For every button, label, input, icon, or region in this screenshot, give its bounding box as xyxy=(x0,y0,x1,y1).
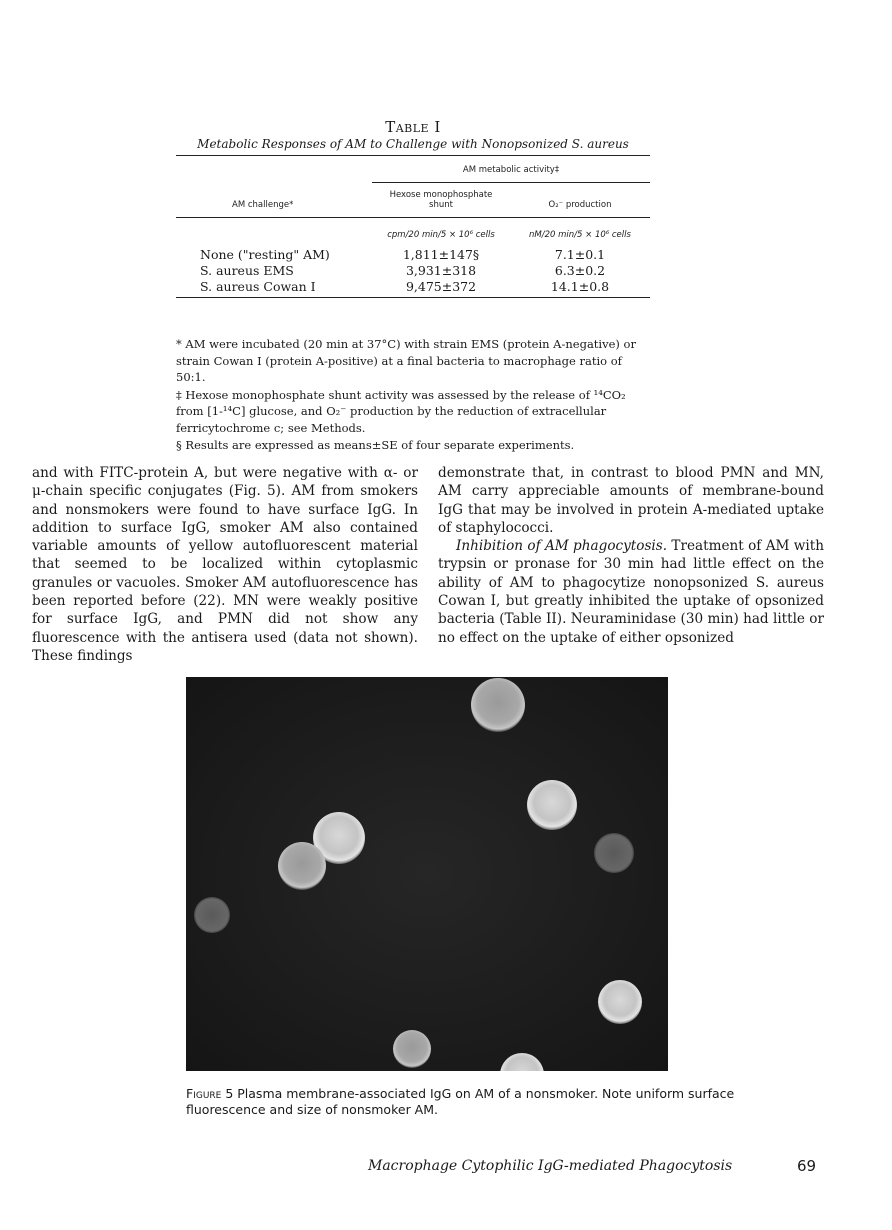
table-row: None ("resting" AM) 1,811±147§ 7.1±0.1 xyxy=(200,247,606,262)
figure-caption xyxy=(186,1086,746,1118)
cell xyxy=(471,678,525,732)
metabolic-table xyxy=(176,155,650,298)
page-number: 69 xyxy=(797,1157,817,1175)
cell xyxy=(194,897,230,933)
table-row: S. aureus Cowan I 9,475±372 14.1±0.8 xyxy=(200,279,610,294)
running-title: Macrophage Cytophilic IgG-mediated Phagocytosis xyxy=(368,1158,733,1174)
figure-label: Figure 5 xyxy=(186,1086,234,1101)
col-header-challenge: AM challenge* xyxy=(232,200,294,210)
table-footnotes xyxy=(176,336,650,455)
body-column-left xyxy=(32,464,418,665)
body-column-right xyxy=(438,464,824,647)
table-1 xyxy=(176,118,650,298)
group-header: AM metabolic activity‡ xyxy=(372,156,650,183)
paragraph: and with FITC-protein A, but were negative with α- or μ-chain specific conjugates (Fig. 5). AM from smokers and nonsmokers were found to have surface IgG. In addition to surface IgG, smoker AM also contained variable amounts of yellow autofluorescent material that seemed to be localized within cytoplasmic granules or vacuoles. Smoker AM autofluorescence has been reported before (22). MN were weakly positive for surface IgG, and PMN did not show any fluorescence with the antisera used (data not shown). These findings xyxy=(32,465,418,664)
section-heading: Inhibition of AM phagocytosis. xyxy=(456,538,668,555)
table-row: S. aureus EMS 3,931±318 6.3±0.2 xyxy=(200,263,606,278)
paragraph: Inhibition of AM phagocytosis. Treatment of AM with trypsin or pronase for 30 min had little effect on the ability of AM to phagocytize nonopsonized S. aureus Cowan I, but greatly inhibited the uptake of opsonized bacteria (Table II). Neuraminidase (30 min) had little or no effect on the uptake of either opsonized xyxy=(438,538,824,646)
col-header-o2: O₂⁻ production xyxy=(548,200,612,210)
cell xyxy=(594,833,634,873)
footnote: § Results are expressed as means±SE of four separate experiments. xyxy=(176,438,575,452)
micrograph-image xyxy=(186,677,668,1071)
footnote: * AM were incubated (20 min at 37°C) with strain EMS (protein A-negative) or strain Cowan I (protein A-positive) at a final bacteria to macrophage ratio of 50:1. xyxy=(176,337,636,384)
unit-cell xyxy=(176,218,372,248)
footnote: ‡ Hexose monophosphate shunt activity was assessed by the release of ¹⁴CO₂ from [1-¹⁴C] glucose, and O₂⁻ production by the reduction of extracellular ferricytochrome c; see Methods. xyxy=(176,387,626,435)
cell xyxy=(278,842,326,890)
figure-5-micrograph xyxy=(186,677,668,1071)
cell xyxy=(393,1030,431,1068)
paragraph: demonstrate that, in contrast to blood PMN and MN, AM carry appreciable amounts of membrane-bound IgG that may be involved in protein A-mediated uptake of staphylococci. xyxy=(438,465,824,536)
cell xyxy=(598,980,642,1024)
figure-caption-text: Plasma membrane-associated IgG on AM of a nonsmoker. Note uniform surface fluorescence and size of nonsmoker AM. xyxy=(186,1086,735,1117)
table-caption: Metabolic Responses of AM to Challenge with Nonopsonized S. aureus xyxy=(197,137,629,151)
unit-cell: cpm/20 min/5 × 10⁶ cells xyxy=(387,230,495,240)
unit-cell: nM/20 min/5 × 10⁶ cells xyxy=(529,230,631,240)
cell xyxy=(527,780,577,830)
table-label: Table I xyxy=(385,118,441,136)
col-header-hms: Hexose monophosphate shunt xyxy=(389,190,493,210)
